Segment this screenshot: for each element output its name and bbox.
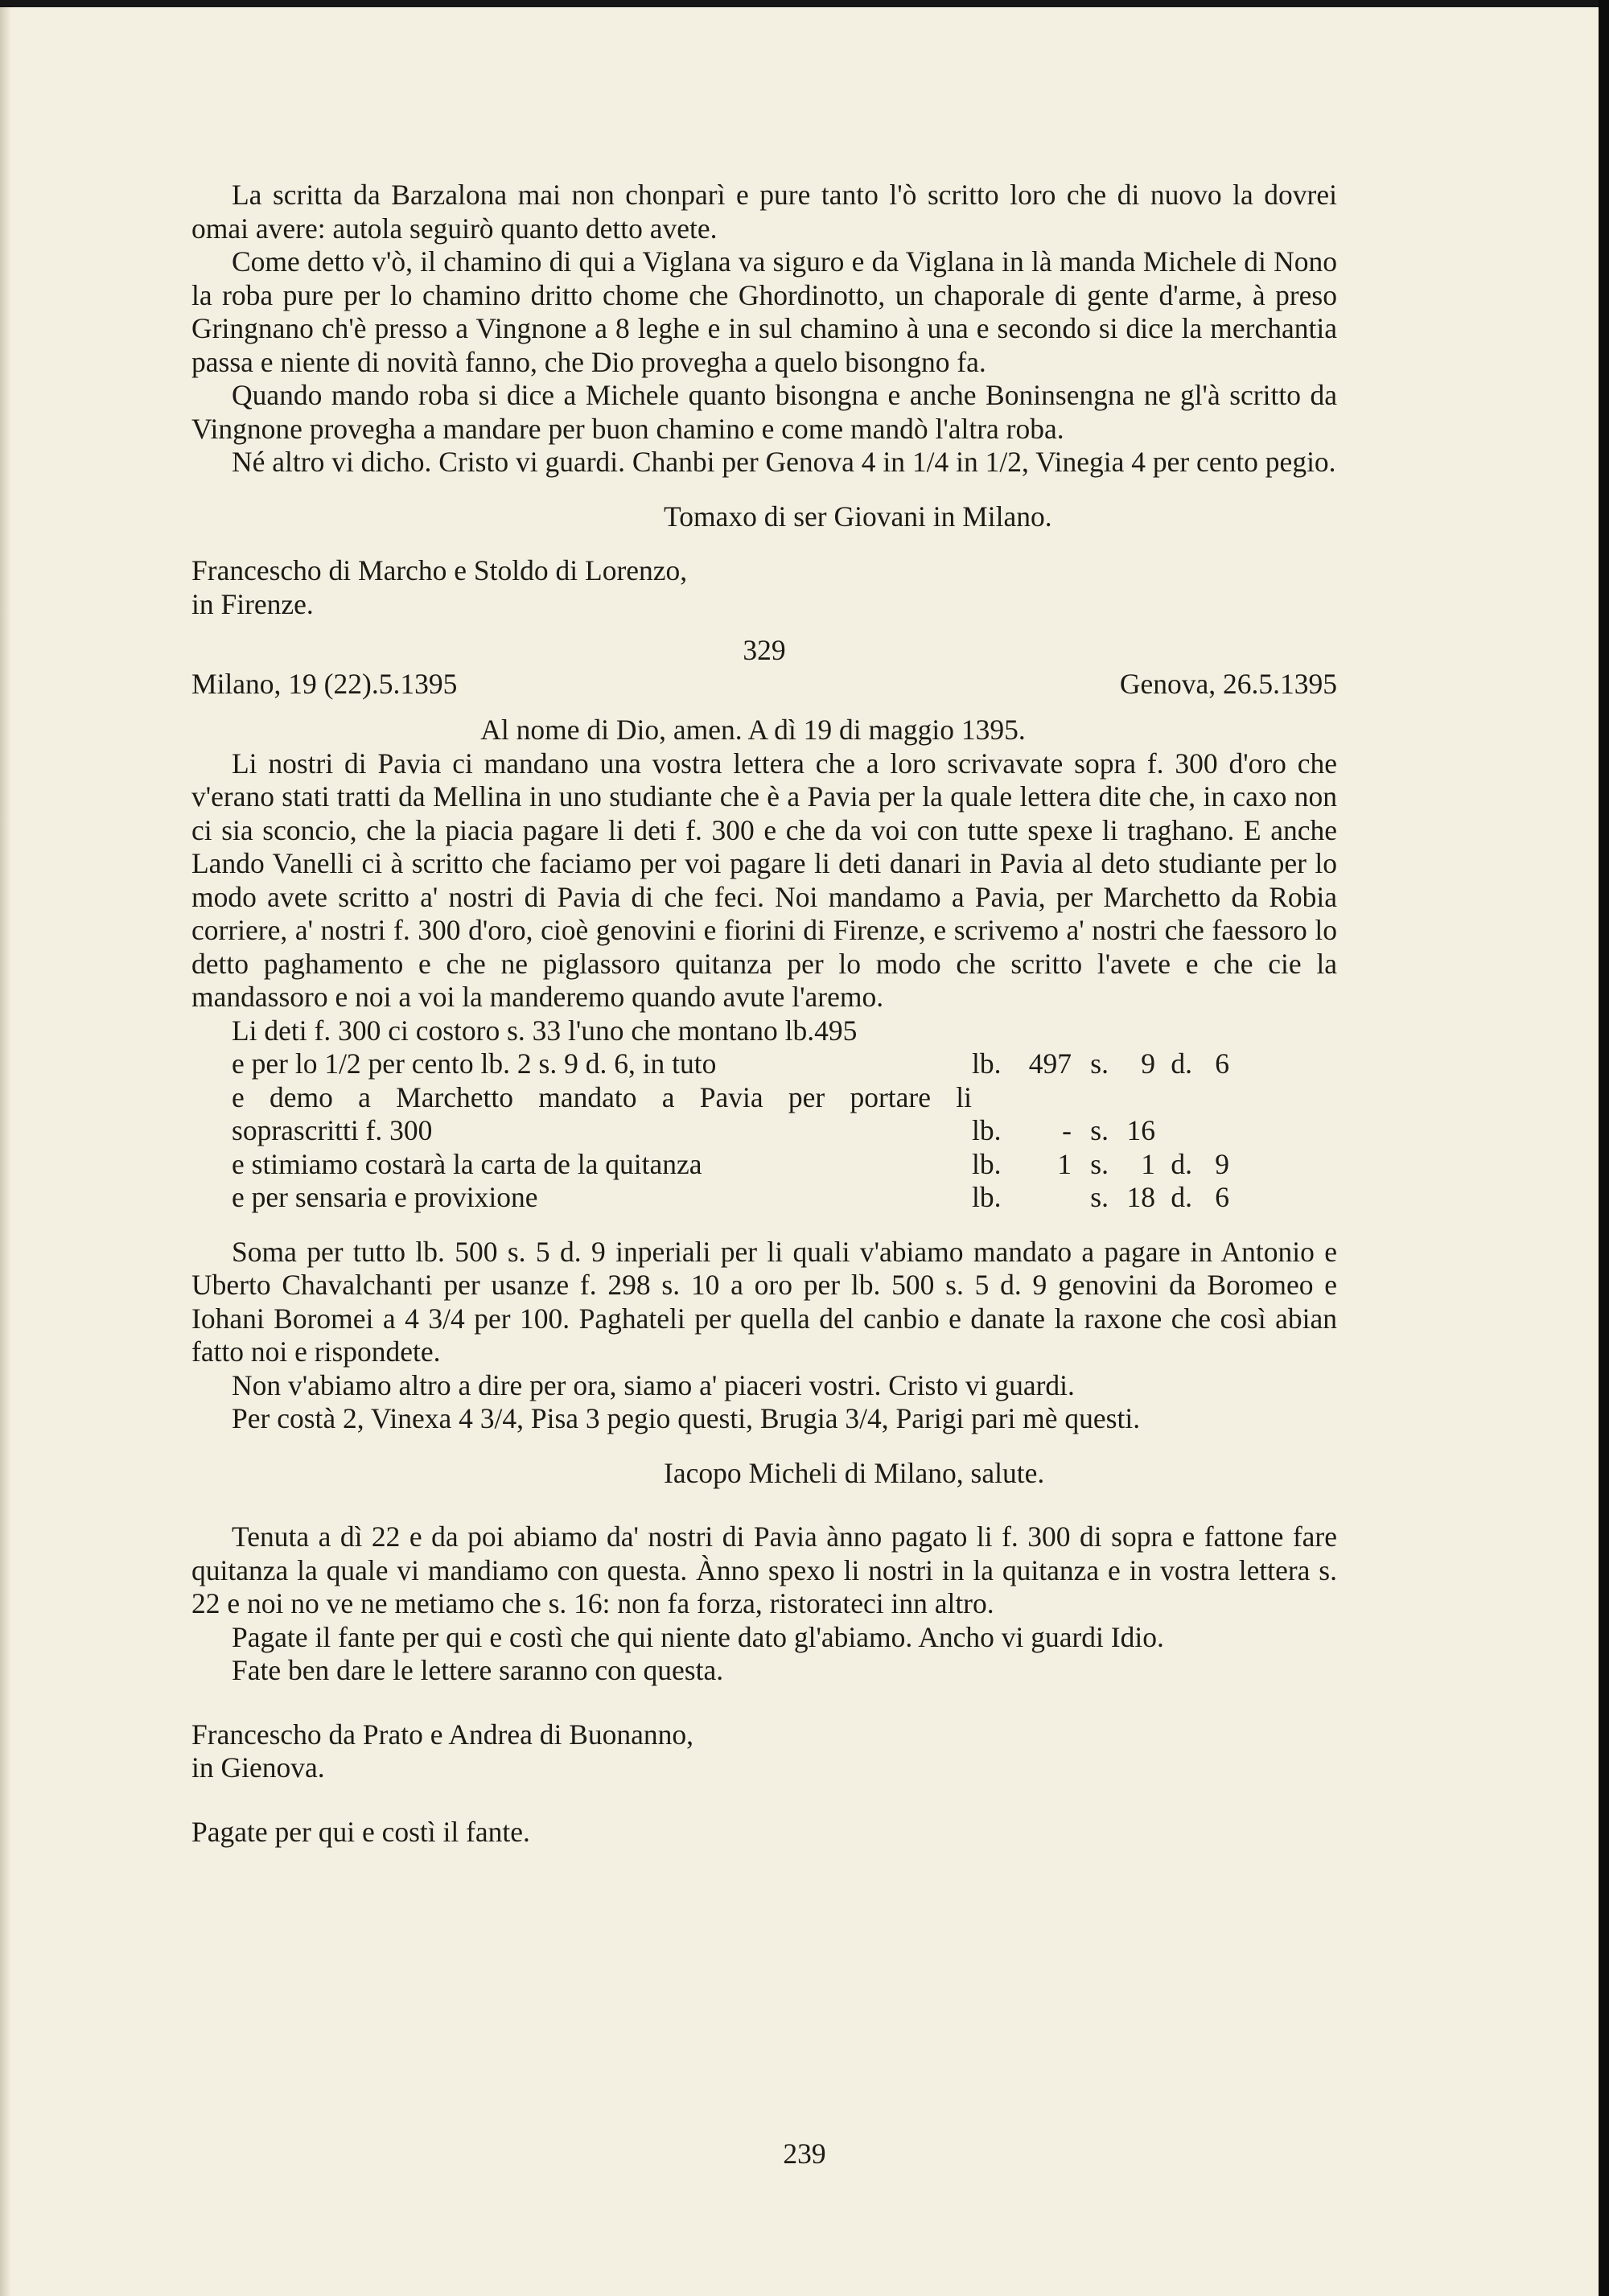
paragraph: Soma per tutto lb. 500 s. 5 d. 9 inperiali per li quali v'abiamo mandato a pagare in Antonio e Uberto Chavalchanti per usanze f. 298 s. 10 a oro per lb. 500 s. 5 d. 9 genovini da Boromeo e Iohani Boromei a 4 3/4 per 100. Paghateli per quella del canbio e danate la raxone che così abian fatto noi e rispondete. [191, 1235, 1337, 1368]
paragraph: Come detto v'ò, il chamino di qui a Viglana va siguro e da Viglana in là manda Michele di Nono la roba pure per lo chamino dritto chome che Ghordinotto, un chaporale di gente d'arme, à preso Gringnano ch'è presso a Vingnone a 8 leghe e in sul chamino à una e secondo si dice la merchantia passa e niente di novità fanno, che Dio provegha a quelo bisongno fa. [191, 245, 1337, 378]
letter-opening: Al nome di Dio, amen. A dì 19 di maggio 1395. [480, 714, 1026, 746]
letter-number: 329 [743, 634, 786, 666]
account-row: e stimiamo costarà la carta de la quitanza lb. 1 s. 1 d. 9 [232, 1147, 1229, 1180]
paragraph: Né altro vi dicho. Cristo vi guardi. Chanbi per Genova 4 in 1/4 in 1/2, Vinegia 4 per cento pegio. [232, 446, 1336, 478]
address-line: Francescho da Prato e Andrea di Buonanno, [191, 1718, 694, 1751]
account-table [232, 1014, 1337, 1215]
closing-note: Pagate per qui e costì il fante. [191, 1815, 530, 1848]
paragraph: La scritta da Barzalona mai non chonparì e pure tanto l'ò scritto loro che di nuovo la dovrei omai avere: autola seguirò quanto detto avete. [191, 179, 1337, 245]
address-line: in Gienova. [191, 1751, 325, 1784]
paragraph: Per costà 2, Vinexa 4 3/4, Pisa 3 pegio questi, Brugia 3/4, Parigi pari mè questi. [232, 1402, 1141, 1434]
scan-right-edge [1599, 0, 1609, 2296]
letter-origin: Milano, 19 (22).5.1395 [191, 667, 458, 700]
scan-top-edge [0, 0, 1609, 7]
address-line: in Firenze. [191, 587, 314, 620]
account-row: e per lo 1/2 per cento lb. 2 s. 9 d. 6, in tuto lb. 497 s. 9 d. 6 [232, 1047, 1229, 1080]
paragraph: Fate ben dare le lettere saranno con questa. [232, 1654, 724, 1686]
signature: Tomaxo di ser Giovani in Milano. [664, 500, 1052, 533]
account-row: Li deti f. 300 ci costoro s. 33 l'uno che montano lb.495 [232, 1014, 858, 1047]
paragraph: Li nostri di Pavia ci mandano una vostra lettera che a loro scrivavate sopra f. 300 d'oro che v'erano stati tratti da Mellina in uno studiante che è a Pavia per la quale lettera dite che, in caxo non ci sia sconcio, che la piacia pagare li deti f. 300 e che da voi con tutte spexe li traghano. E anche Lando Vanelli ci à scritto che faciamo per voi pagare li deti danari in Pavia al deto studiante per lo modo avete scritto a' nostri di Pavia di che feci. Noi mandamo a Pavia, per Marchetto da Robia corriere, a' nostri f. 300 d'oro, cioè genovini e fiorini di Firenze, e scrivemo a' nostri che faessoro lo detto paghamento e che ne piglassoro quitanza per lo modo che scritto l'avete e che cie la mandassoro e noi a voi la manderemo quando avute l'aremo. [191, 747, 1337, 1013]
paragraph: Tenuta a dì 22 e da poi abiamo da' nostri di Pavia ànno pagato li f. 300 di sopra e fattone fare quitanza la quale vi mandiamo con questa. Ànno spexo li nostri in la quitanza e in vostra lettera s. 22 e noi no ve ne metiamo che s. 16: non fa forza, ristorateci inn altro. [191, 1520, 1337, 1619]
signature: Iacopo Micheli di Milano, salute. [664, 1456, 1045, 1489]
account-row: e per sensaria e provixione lb. s. 18 d. 6 [232, 1181, 1229, 1213]
page-content [191, 179, 1337, 1849]
page-left-shadow [0, 0, 11, 2296]
address-line: Francescho di Marcho e Stoldo di Lorenzo, [191, 554, 688, 586]
letter-destination: Genova, 26.5.1395 [1119, 667, 1337, 700]
paragraph: Pagate il fante per qui e costì che qui niente dato gl'abiamo. Ancho vi guardi Idio. [232, 1620, 1164, 1653]
account-row: e demo a Marchetto mandato a Pavia per portare li [232, 1080, 972, 1113]
paragraph: Quando mando roba si dice a Michele quanto bisongna e anche Boninsengna ne gl'à scritto da Vingnone provegha a mandare per buon chamino e come mandò l'altra roba. [191, 379, 1337, 445]
letter-header [191, 668, 1337, 702]
paragraph: Non v'abiamo altro a dire per ora, siamo a' piaceri vostri. Cristo vi guardi. [232, 1368, 1075, 1401]
account-row: soprascritti f. 300 lb. - s. 16 [232, 1114, 1155, 1146]
page-number: 239 [783, 2138, 826, 2170]
